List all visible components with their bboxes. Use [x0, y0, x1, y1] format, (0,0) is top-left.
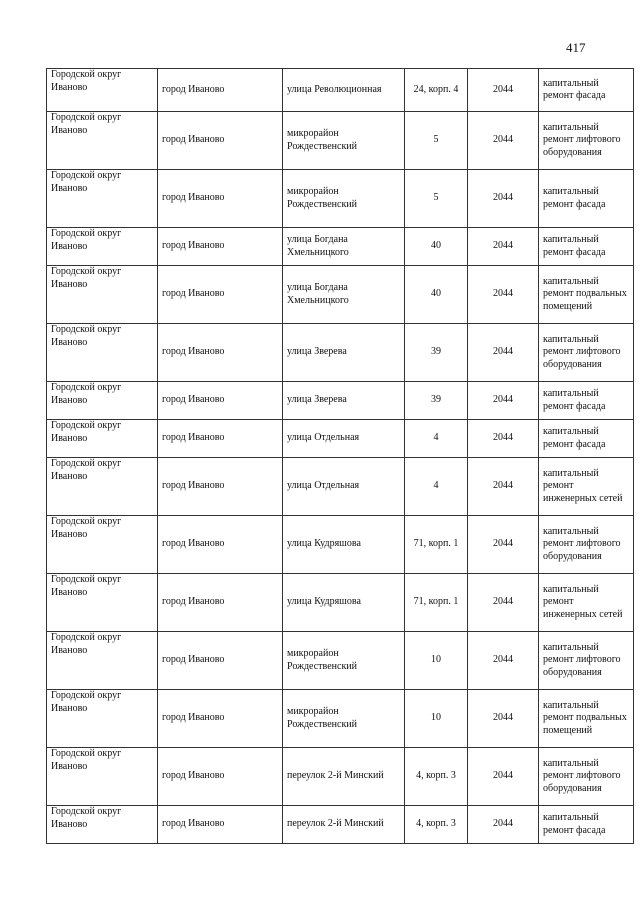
year-cell: 2044: [468, 516, 539, 574]
settlement-cell: город Иваново: [158, 69, 283, 112]
table-row: [47, 324, 634, 382]
table-row: [47, 228, 634, 266]
municipality-cell: Городской округ Иваново: [47, 806, 158, 844]
settlement-cell: город Иваново: [158, 170, 283, 228]
year-cell: 2044: [468, 382, 539, 420]
work-type-cell: капитальный ремонт лифтового оборудования: [539, 112, 634, 170]
work-type-cell: капитальный ремонт лифтового оборудования: [539, 632, 634, 690]
street-cell: переулок 2-й Минский: [283, 748, 405, 806]
house-cell: 10: [405, 690, 468, 748]
table-row: [47, 748, 634, 806]
house-cell: 24, корп. 4: [405, 69, 468, 112]
settlement-cell: город Иваново: [158, 266, 283, 324]
work-type-cell: капитальный ремонт фасада: [539, 382, 634, 420]
work-type-cell: капитальный ремонт лифтового оборудования: [539, 516, 634, 574]
house-cell: 71, корп. 1: [405, 516, 468, 574]
year-cell: 2044: [468, 112, 539, 170]
house-cell: 10: [405, 632, 468, 690]
year-cell: 2044: [468, 420, 539, 458]
settlement-cell: город Иваново: [158, 690, 283, 748]
municipality-cell: Городской округ Иваново: [47, 574, 158, 632]
house-cell: 40: [405, 228, 468, 266]
municipality-cell: Городской округ Иваново: [47, 324, 158, 382]
street-cell: улица Кудряшова: [283, 574, 405, 632]
municipality-cell: Городской округ Иваново: [47, 458, 158, 516]
table-row: [47, 69, 634, 112]
house-cell: 5: [405, 112, 468, 170]
year-cell: 2044: [468, 228, 539, 266]
house-cell: 4, корп. 3: [405, 748, 468, 806]
street-cell: улица Отдельная: [283, 420, 405, 458]
work-type-cell: капитальный ремонт подвальных помещений: [539, 690, 634, 748]
table-row: [47, 266, 634, 324]
municipality-cell: Городской округ Иваново: [47, 266, 158, 324]
municipality-cell: Городской округ Иваново: [47, 112, 158, 170]
table-row: [47, 112, 634, 170]
street-cell: улица Зверева: [283, 382, 405, 420]
year-cell: 2044: [468, 69, 539, 112]
municipality-cell: Городской округ Иваново: [47, 632, 158, 690]
work-type-cell: капитальный ремонт инженерных сетей: [539, 458, 634, 516]
street-cell: улица Зверева: [283, 324, 405, 382]
year-cell: 2044: [468, 574, 539, 632]
street-cell: микрорайон Рождественский: [283, 112, 405, 170]
table-row: [47, 574, 634, 632]
work-type-cell: капитальный ремонт фасада: [539, 420, 634, 458]
street-cell: улица Богдана Хмельницкого: [283, 266, 405, 324]
settlement-cell: город Иваново: [158, 458, 283, 516]
street-cell: улица Революционная: [283, 69, 405, 112]
house-cell: 39: [405, 382, 468, 420]
year-cell: 2044: [468, 632, 539, 690]
house-cell: 5: [405, 170, 468, 228]
year-cell: 2044: [468, 266, 539, 324]
table-row: [47, 806, 634, 844]
municipality-cell: Городской округ Иваново: [47, 170, 158, 228]
street-cell: улица Отдельная: [283, 458, 405, 516]
work-type-cell: капитальный ремонт фасада: [539, 806, 634, 844]
table-row: [47, 382, 634, 420]
settlement-cell: город Иваново: [158, 748, 283, 806]
table-row: [47, 170, 634, 228]
work-type-cell: капитальный ремонт фасада: [539, 69, 634, 112]
settlement-cell: город Иваново: [158, 516, 283, 574]
year-cell: 2044: [468, 690, 539, 748]
street-cell: улица Богдана Хмельницкого: [283, 228, 405, 266]
municipality-cell: Городской округ Иваново: [47, 69, 158, 112]
year-cell: 2044: [468, 806, 539, 844]
settlement-cell: город Иваново: [158, 574, 283, 632]
house-cell: 71, корп. 1: [405, 574, 468, 632]
street-cell: микрорайон Рождественский: [283, 690, 405, 748]
house-cell: 4, корп. 3: [405, 806, 468, 844]
settlement-cell: город Иваново: [158, 806, 283, 844]
municipality-cell: Городской округ Иваново: [47, 420, 158, 458]
work-type-cell: капитальный ремонт лифтового оборудования: [539, 324, 634, 382]
municipality-cell: Городской округ Иваново: [47, 382, 158, 420]
house-cell: 4: [405, 458, 468, 516]
settlement-cell: город Иваново: [158, 632, 283, 690]
municipality-cell: Городской округ Иваново: [47, 690, 158, 748]
house-cell: 40: [405, 266, 468, 324]
house-cell: 4: [405, 420, 468, 458]
work-type-cell: капитальный ремонт фасада: [539, 228, 634, 266]
street-cell: улица Кудряшова: [283, 516, 405, 574]
table-row: [47, 632, 634, 690]
settlement-cell: город Иваново: [158, 420, 283, 458]
table-row: [47, 516, 634, 574]
page-number: 417: [566, 40, 586, 55]
municipality-cell: Городской округ Иваново: [47, 228, 158, 266]
year-cell: 2044: [468, 324, 539, 382]
work-type-cell: капитальный ремонт подвальных помещений: [539, 266, 634, 324]
settlement-cell: город Иваново: [158, 228, 283, 266]
settlement-cell: город Иваново: [158, 112, 283, 170]
municipality-cell: Городской округ Иваново: [47, 516, 158, 574]
settlement-cell: город Иваново: [158, 324, 283, 382]
street-cell: переулок 2-й Минский: [283, 806, 405, 844]
street-cell: микрорайон Рождественский: [283, 632, 405, 690]
table-row: [47, 420, 634, 458]
work-type-cell: капитальный ремонт фасада: [539, 170, 634, 228]
street-cell: микрорайон Рождественский: [283, 170, 405, 228]
table-row: [47, 458, 634, 516]
repair-schedule-table: [46, 68, 634, 844]
year-cell: 2044: [468, 458, 539, 516]
house-cell: 39: [405, 324, 468, 382]
work-type-cell: капитальный ремонт инженерных сетей: [539, 574, 634, 632]
municipality-cell: Городской округ Иваново: [47, 748, 158, 806]
table-row: [47, 690, 634, 748]
work-type-cell: капитальный ремонт лифтового оборудования: [539, 748, 634, 806]
year-cell: 2044: [468, 170, 539, 228]
settlement-cell: город Иваново: [158, 382, 283, 420]
year-cell: 2044: [468, 748, 539, 806]
